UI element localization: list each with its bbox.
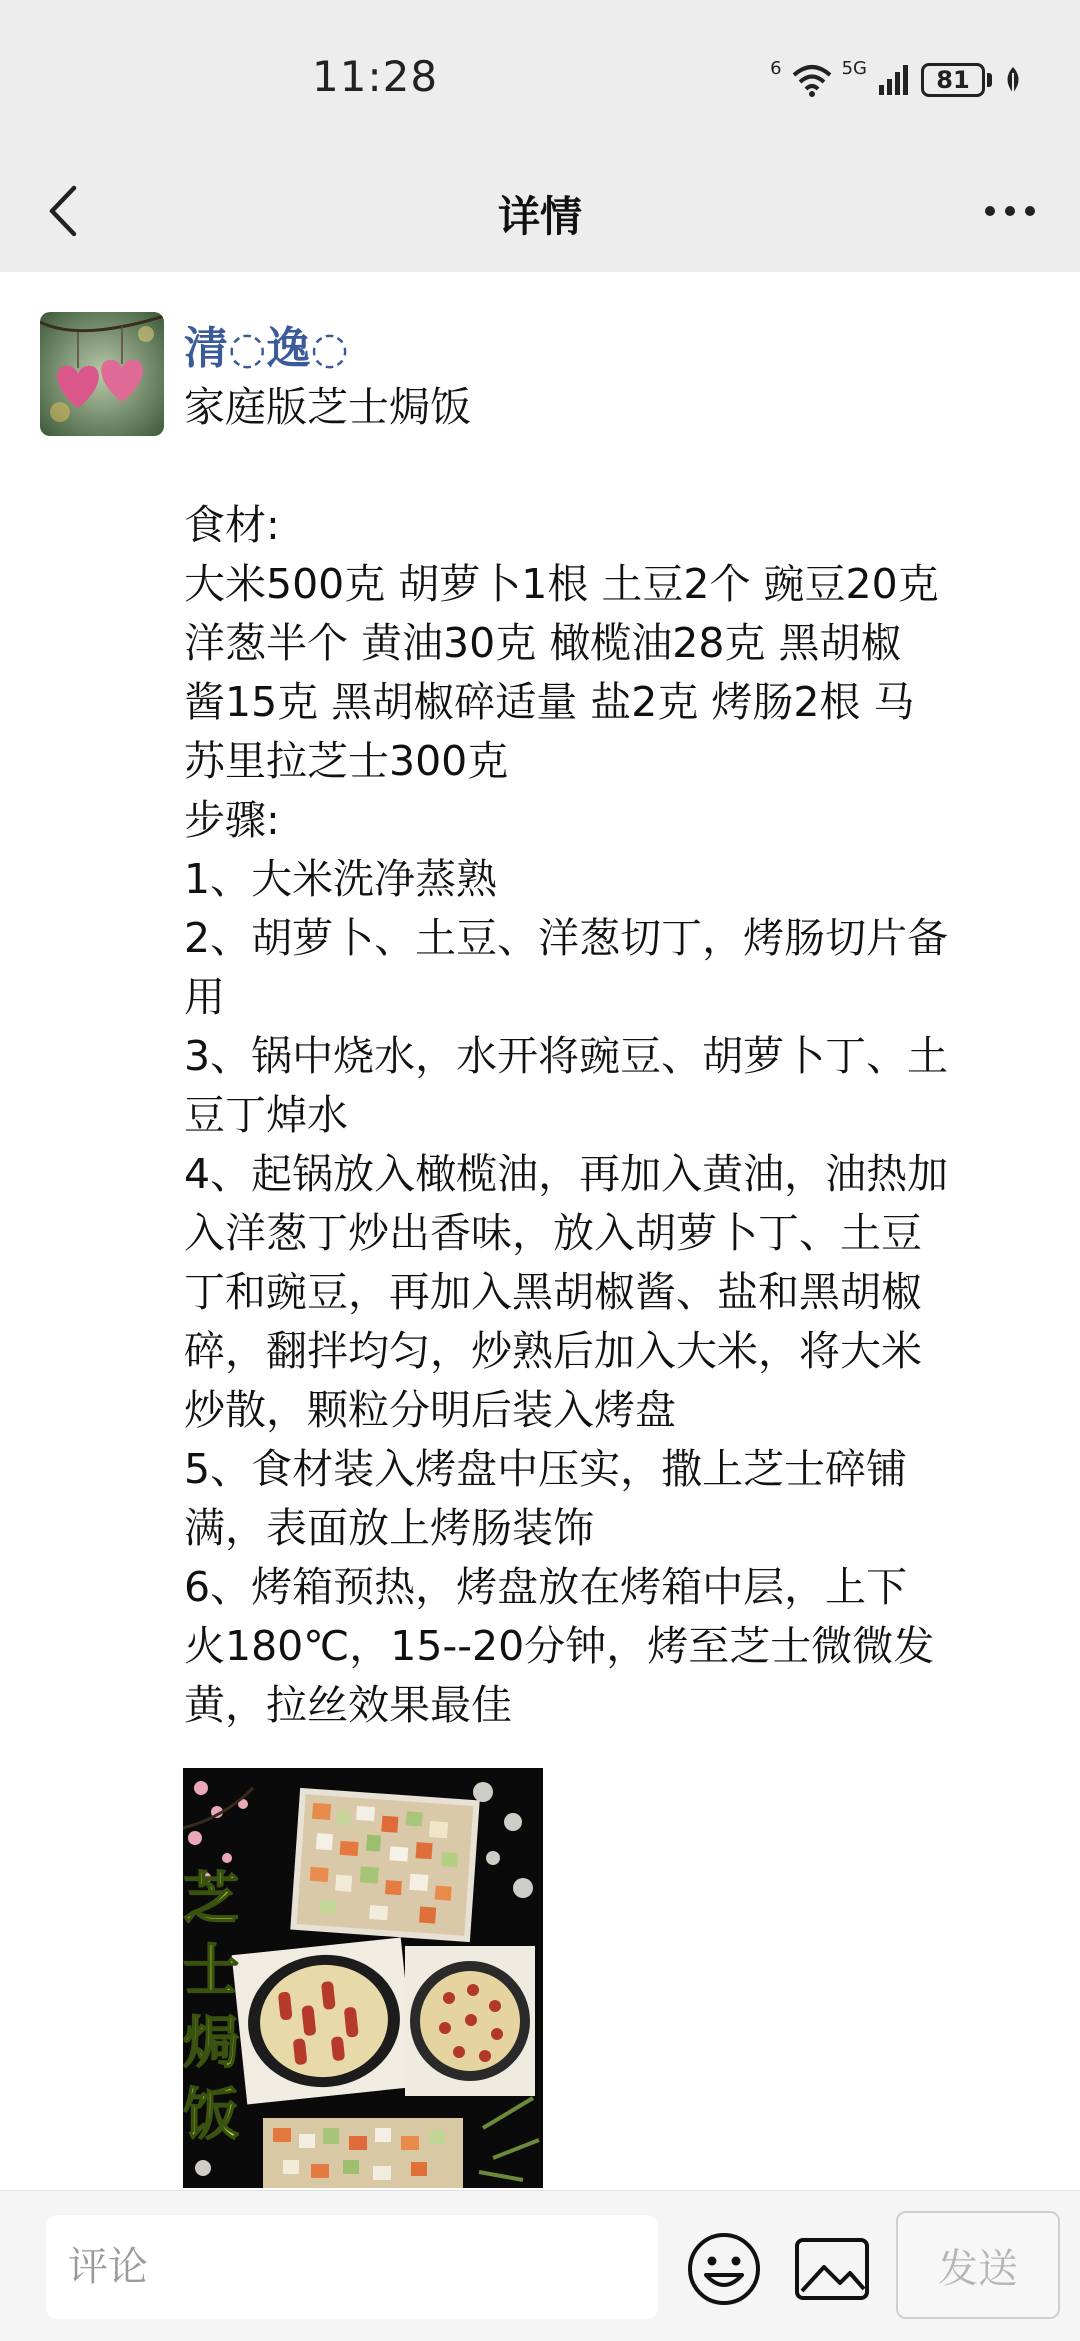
image-title-char: 士 (183, 1939, 239, 2004)
text-line: 用 (184, 973, 225, 1021)
text-line: 入洋葱丁炒出香味，放入胡萝卜丁、土豆 (184, 1209, 922, 1257)
status-icons (770, 58, 1024, 102)
send-button[interactable]: 发送 (896, 2211, 1060, 2319)
text-line: 食材: (184, 501, 280, 549)
wifi-icon (792, 63, 832, 97)
avatar-image (40, 312, 164, 436)
username[interactable]: 清◌逸◌ (184, 323, 349, 374)
post-image[interactable] (183, 1768, 543, 2188)
battery-icon (921, 63, 985, 97)
page-title: 详情 (497, 192, 582, 241)
more-icon-dot (1025, 206, 1035, 216)
image-icon (794, 2235, 870, 2303)
post-text (184, 378, 1054, 1735)
text-line: 4、起锅放入橄榄油，再加入黄油，油热加 (184, 1150, 949, 1198)
text-line: 洋葱半个 黄油30克 橄榄油28克 黑胡椒 (184, 619, 902, 667)
text-line: 满，表面放上烤肠装饰 (184, 1504, 594, 1552)
text-line: 酱15克 黑胡椒碎适量 盐2克 烤肠2根 马 (184, 678, 915, 726)
wifi-label: 6 (770, 57, 782, 79)
status-time: 11:28 (312, 52, 439, 101)
text-line: 步骤: (184, 796, 280, 844)
text-line: 5、食材装入烤盘中压实，撒上芝士碎铺 (184, 1445, 908, 1493)
avatar[interactable] (40, 312, 164, 436)
image-title-char: 饭 (183, 2083, 239, 2148)
food-collage-image (183, 1768, 543, 2188)
more-icon (985, 206, 995, 216)
more-button[interactable] (970, 176, 1050, 246)
text-line: 豆丁焯水 (184, 1091, 348, 1139)
more-icon-dot (1005, 206, 1015, 216)
text-line: 苏里拉芝士300克 (184, 737, 509, 785)
text-line: 碎，翻拌均匀，炒熟后加入大米，将大米 (184, 1327, 922, 1375)
image-title-char: 焗 (183, 2011, 239, 2076)
status-bar (0, 0, 1080, 150)
emoji-button[interactable] (686, 2231, 762, 2307)
comment-bar (0, 2190, 1080, 2341)
comment-input[interactable] (46, 2215, 658, 2319)
battery-tip (987, 73, 992, 87)
leaf-icon (1002, 65, 1024, 95)
nav-bar (0, 150, 1080, 272)
post-title: 家庭版芝士焗饭 (184, 383, 471, 431)
text-line: 炒散，颗粒分明后装入烤盘 (184, 1386, 676, 1434)
text-line: 6、烤箱预热，烤盘放在烤箱中层，上下 (184, 1563, 908, 1611)
text-line: 1、大米洗净蒸熟 (184, 855, 498, 903)
emoji-icon (686, 2231, 762, 2307)
text-line: 大米500克 胡萝卜1根 土豆2个 豌豆20克 (184, 560, 939, 608)
image-title-char: 芝 (183, 1867, 239, 1932)
battery-level: 81 (936, 66, 970, 94)
image-button[interactable] (794, 2235, 870, 2303)
text-line: 火180℃，15--20分钟，烤至芝士微微发 (184, 1622, 935, 1670)
text-line (184, 437, 1054, 496)
network-label: 5G (841, 57, 867, 79)
text-line: 丁和豌豆，再加入黑胡椒酱、盐和黑胡椒 (184, 1268, 922, 1316)
text-line: 黄，拉丝效果最佳 (184, 1681, 512, 1729)
signal-icon (877, 63, 911, 97)
text-line: 2、胡萝卜、土豆、洋葱切丁，烤肠切片备 (184, 914, 949, 962)
text-line: 3、锅中烧水，水开将豌豆、胡萝卜丁、土 (184, 1032, 949, 1080)
